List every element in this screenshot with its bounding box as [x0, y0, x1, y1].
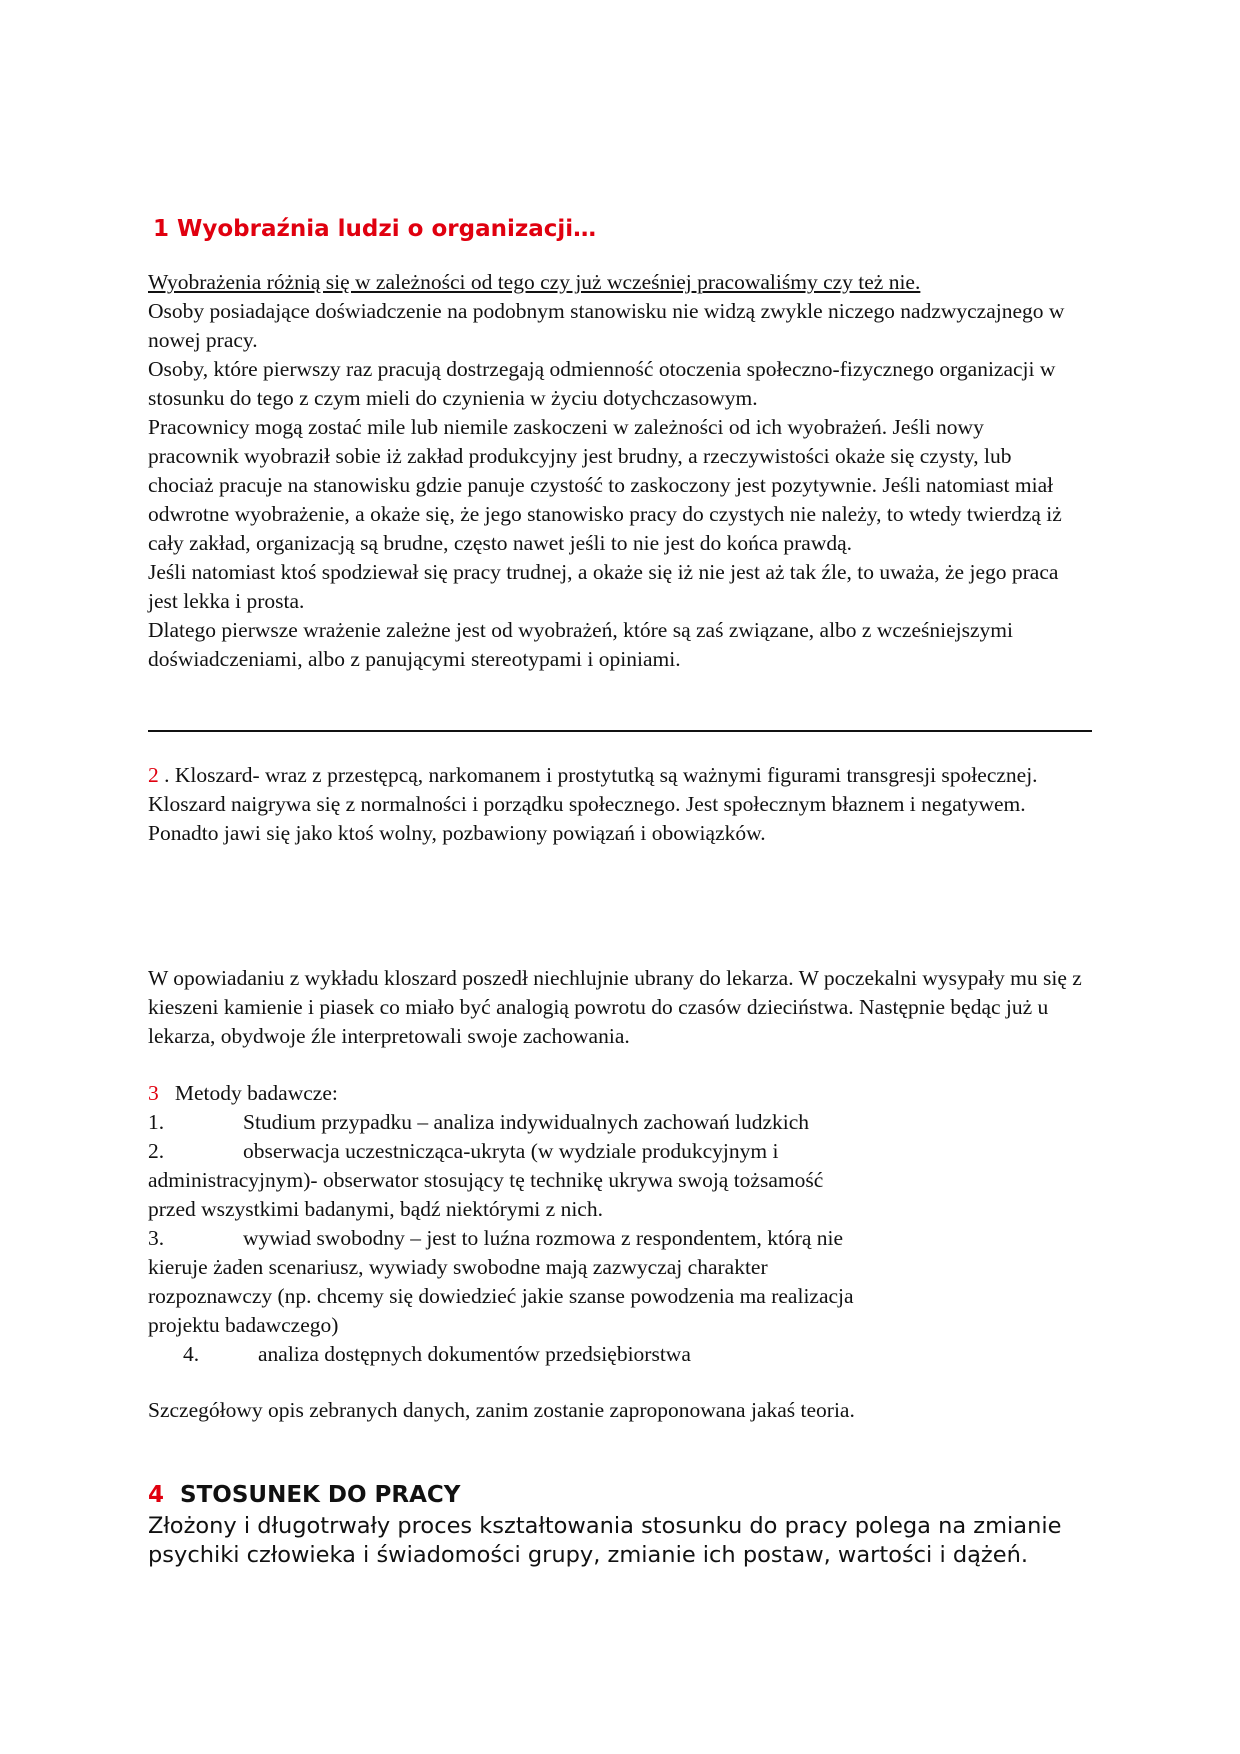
method-item	[148, 1137, 948, 1166]
section-1-body	[148, 268, 1068, 674]
method-continuation: administracyjnym)- obserwator stosujący tę technikę ukrywa swoją tożsamość przed wszystkimi badanymi, bądź niektórymi z nich.	[148, 1168, 824, 1221]
section-4-title: STOSUNEK DO PRACY	[180, 1482, 461, 1508]
section-4-heading	[148, 1480, 460, 1510]
section-3-summary	[148, 1396, 1068, 1425]
section-1-paragraph: Osoby posiadające doświadczenie na podobnym stanowisku nie widzą zwykle niczego nadzwyczajnego w nowej pracy.	[148, 299, 1065, 352]
section-2-number: 2	[148, 763, 159, 787]
method-text: obserwacja uczestnicząca-ukryta (w wydziale produkcyjnym i	[243, 1139, 779, 1163]
method-text: analiza dostępnych dokumentów przedsiębiorstwa	[258, 1342, 691, 1366]
method-number: 2.	[148, 1139, 165, 1163]
method-number: 1.	[148, 1110, 165, 1134]
horizontal-divider	[148, 730, 1092, 732]
section-3-body	[148, 1079, 948, 1369]
section-4-number: 4	[148, 1482, 165, 1508]
section-3-number: 3	[148, 1081, 159, 1105]
section-1-paragraph: Jeśli natomiast ktoś spodziewał się pracy trudnej, a okaże się iż nie jest aż tak źle, to uważa, że jego praca jest lekka i prosta.	[148, 560, 1059, 613]
section-2-text: . Kloszard- wraz z przestępcą, narkomanem i prostytutką są ważnymi figurami transgresji społecznej. Kloszard naigrywa się z normalności i porządku społecznego. Jest społecznym błaznem i negatywem. Ponadto jawi się jako ktoś wolny, pozbawiony powiązań i obowiązków.	[148, 763, 1038, 845]
method-continuation: kieruje żaden scenariusz, wywiady swobodne mają zazwyczaj charakter rozpoznawczy (np. chcemy się dowiedzieć jakie szanse powodzenia ma realizacja projektu badawczego)	[148, 1255, 854, 1337]
method-text: wywiad swobodny – jest to luźna rozmowa z respondentem, którą nie	[243, 1226, 844, 1250]
method-item	[148, 1108, 948, 1137]
section-2-body	[148, 761, 1068, 848]
summary-text: Szczegółowy opis zebranych danych, zanim zostanie zaproponowana jakaś teoria.	[148, 1398, 855, 1422]
method-text: Studium przypadku – analiza indywidualnych zachowań ludzkich	[243, 1110, 810, 1134]
section-1-paragraph: Osoby, które pierwszy raz pracują dostrzegają odmienność otoczenia społeczno-fizycznego organizacji w stosunku do tego z czym mieli do czynienia w życiu dotychczasowym.	[148, 357, 1056, 410]
method-number: 3.	[148, 1226, 165, 1250]
method-number: 4.	[183, 1342, 200, 1366]
section-1-paragraph: Dlatego pierwsze wrażenie zależne jest od wyobrażeń, które są zaś związane, albo z wcześniejszymi doświadczeniami, albo z panującymi stereotypami i opiniami.	[148, 618, 1013, 671]
section-1-lead: Wyobrażenia różnią się w zależności od tego czy już wcześniej pracowaliśmy czy też nie.	[148, 270, 921, 294]
section-2-story	[148, 964, 1088, 1051]
section-1-heading: 1 Wyobraźnia ludzi o organizacji…	[153, 216, 597, 242]
story-paragraph: W opowiadaniu z wykładu kloszard poszedł niechlujnie ubrany do lekarza. W poczekalni wysypały mu się z kieszeni kamienie i piasek co miało być analogią powrotu do czasów dzieciństwa. Następnie będąc już u lekarza, obydwoje źle interpretowali swoje zachowania.	[148, 966, 1082, 1048]
section-3-heading: Metody badawcze:	[174, 1081, 338, 1105]
method-item	[148, 1340, 948, 1369]
section-1-paragraph: Pracownicy mogą zostać mile lub niemile zaskoczeni w zależności od ich wyobrażeń. Jeśli nowy pracownik wyobraził sobie iż zakład produkcyjny jest brudny, a rzeczywistości okaże się czysty, lub chociaż pracuje na stanowisku gdzie panuje czystość to zaskoczony jest pozytywnie. Jeśli natomiast miał odwrotne wyobrażenie, a okaże się, że jego stanowisko pracy do czystych nie należy, to wtedy twierdzą iż cały zakład, organizacją są brudne, często nawet jeśli to nie jest do końca prawdą.	[148, 415, 1062, 555]
section-4-text: Złożony i długotrwały proces kształtowania stosunku do pracy polega na zmianie psychiki człowieka i świadomości grupy, zmianie ich postaw, wartości i dążeń.	[148, 1513, 1062, 1568]
method-item	[148, 1224, 948, 1253]
